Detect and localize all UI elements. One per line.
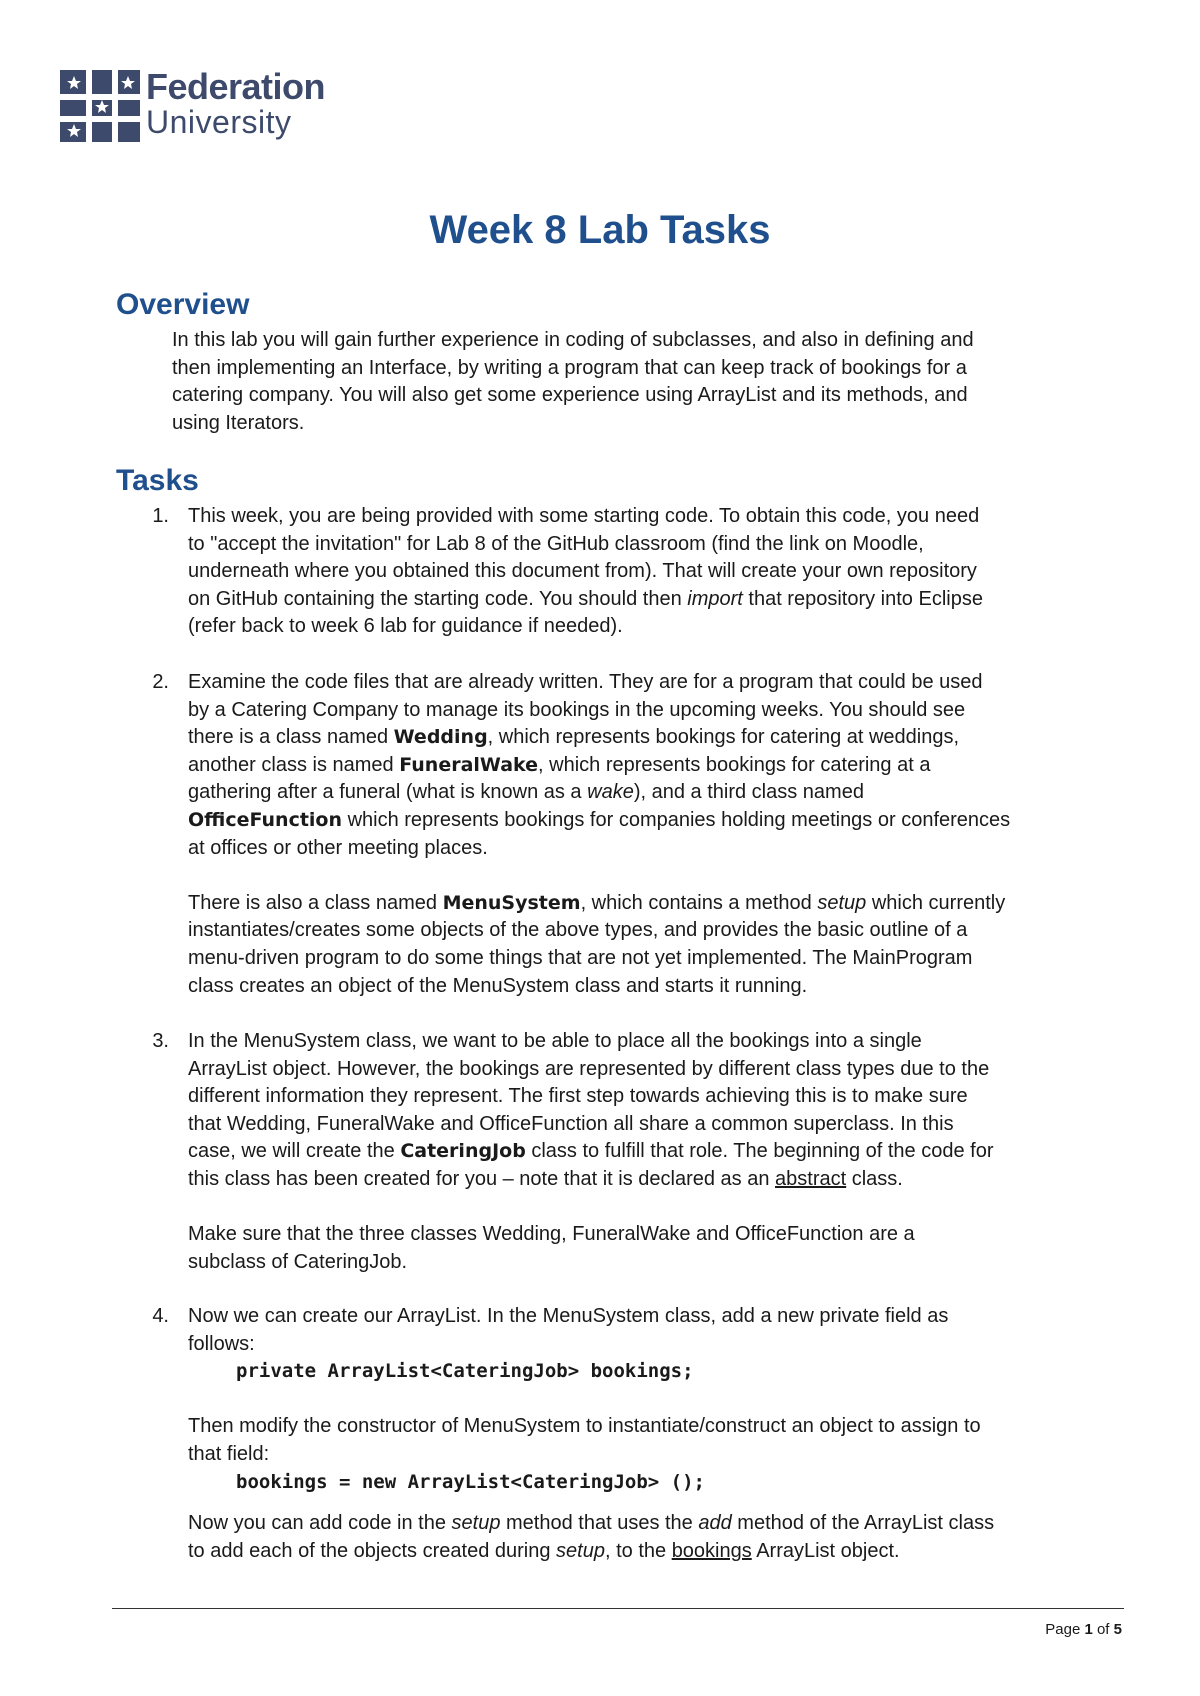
class-name: FuneralWake bbox=[399, 753, 539, 776]
text-line bbox=[188, 807, 1010, 835]
overview-heading: Overview bbox=[116, 288, 250, 321]
task-3-text bbox=[188, 1028, 993, 1276]
text-run: which represents bookings for companies holding meetings or conferences bbox=[342, 808, 1011, 831]
task-number: 4. bbox=[152, 1305, 169, 1327]
page-label: Page bbox=[1045, 1621, 1085, 1638]
text-line: Then modify the constructor of MenuSystem to instantiate/construct an object to assign to bbox=[188, 1415, 981, 1438]
underlined-term: bookings bbox=[671, 1539, 752, 1562]
text-line: different information they represent. The first step towards achieving this is to make sure bbox=[188, 1085, 968, 1108]
text-line bbox=[188, 890, 1010, 918]
page-total: 5 bbox=[1113, 1621, 1122, 1638]
italic-term: import bbox=[687, 587, 743, 610]
text-run: ArrayList object. bbox=[751, 1539, 900, 1562]
text-line: by a Catering Company to manage its bookings in the upcoming weeks. You should see bbox=[188, 698, 966, 721]
text-line: to "accept the invitation" for Lab 8 of the GitHub classroom (find the link on Moodle, bbox=[188, 532, 924, 555]
text-run: , which contains a method bbox=[580, 891, 818, 914]
class-name: Wedding bbox=[393, 726, 488, 749]
text-line bbox=[188, 1138, 993, 1166]
text-run: class to fulfill that role. The beginning of the code for bbox=[525, 1140, 994, 1163]
overview-paragraph bbox=[172, 327, 974, 437]
document-title: Week 8 Lab Tasks bbox=[429, 208, 771, 252]
text-run: Now you can add code in the bbox=[188, 1512, 452, 1535]
class-name: OfficeFunction bbox=[188, 808, 343, 831]
text-line: Now we can create our ArrayList. In the MenuSystem class, add a new private field as bbox=[188, 1305, 949, 1327]
text-line: follows: bbox=[188, 1332, 255, 1355]
text-run: , to the bbox=[604, 1539, 672, 1562]
text-run: case, we will create the bbox=[188, 1140, 401, 1163]
text-line: subclass of CateringJob. bbox=[188, 1250, 408, 1273]
task-number: 1. bbox=[152, 505, 169, 527]
overview-line: In this lab you will gain further experience in coding of subclasses, and also in defining and bbox=[172, 329, 974, 351]
text-line: menu-driven program to do some things that are not yet implemented. The MainProgram bbox=[188, 946, 973, 969]
text-line: class creates an object of the MenuSystem class and starts it running. bbox=[188, 974, 808, 997]
task-1-text bbox=[188, 503, 983, 641]
italic-term: wake bbox=[587, 781, 634, 804]
class-name: CateringJob bbox=[400, 1140, 526, 1163]
text-line: underneath where you obtained this document from). That will create your own repository bbox=[188, 560, 977, 583]
task-4-text bbox=[188, 1303, 994, 1565]
task-2-text bbox=[188, 669, 1010, 1000]
text-line bbox=[188, 752, 1010, 780]
text-line: that Wedding, FuneralWake and OfficeFunction all share a common superclass. In this bbox=[188, 1112, 954, 1135]
text-line bbox=[188, 1166, 993, 1194]
logo-text-federation: Federation bbox=[146, 66, 326, 107]
text-run: on GitHub containing the starting code. You should then bbox=[188, 587, 688, 610]
text-run: to add each of the objects created during bbox=[188, 1539, 557, 1562]
page-number bbox=[1045, 1621, 1122, 1638]
italic-term: setup bbox=[556, 1539, 605, 1562]
text-run: class. bbox=[846, 1167, 903, 1190]
italic-term: setup bbox=[451, 1512, 501, 1535]
text-line: that field: bbox=[188, 1442, 270, 1465]
logo-text-university: University bbox=[146, 104, 292, 140]
text-line: This week, you are being provided with some starting code. To obtain this code, you need bbox=[188, 505, 980, 527]
footer-divider bbox=[112, 1608, 1124, 1609]
task-number: 3. bbox=[152, 1030, 169, 1052]
text-run: method that uses the bbox=[500, 1512, 699, 1535]
text-line: instantiates/creates some objects of the above types, and provides the basic outline of a bbox=[188, 919, 968, 942]
logo-emblem-icon bbox=[60, 70, 140, 142]
tasks-heading: Tasks bbox=[116, 464, 199, 497]
text-run: which currently bbox=[866, 891, 1006, 914]
underlined-term: abstract bbox=[775, 1167, 847, 1190]
text-line bbox=[188, 779, 1010, 807]
overview-line: catering company. You will also get some experience using ArrayList and its methods, and bbox=[172, 384, 968, 407]
overview-line: using Iterators. bbox=[172, 411, 305, 434]
italic-term: add bbox=[698, 1512, 732, 1535]
code-snippet: bookings = new ArrayList<CateringJob> (); bbox=[236, 1470, 705, 1493]
italic-term: setup bbox=[817, 891, 867, 914]
text-run: that repository into Eclipse bbox=[742, 587, 983, 610]
code-snippet: private ArrayList<CateringJob> bookings; bbox=[236, 1360, 694, 1383]
text-line: at offices or other meeting places. bbox=[188, 836, 488, 859]
overview-line: then implementing an Interface, by writing a program that can keep track of bookings for a bbox=[172, 356, 967, 379]
text-line bbox=[188, 586, 983, 614]
text-run: this class has been created for you – note that it is declared as an bbox=[188, 1167, 776, 1190]
text-line: (refer back to week 6 lab for guidance if needed). bbox=[188, 615, 623, 638]
text-line: Make sure that the three classes Wedding, FuneralWake and OfficeFunction are a bbox=[188, 1223, 915, 1246]
text-run: method of the ArrayList class bbox=[731, 1512, 995, 1535]
text-run: There is also a class named bbox=[188, 891, 443, 914]
text-run: ), and a third class named bbox=[633, 781, 864, 804]
page-of-label: of bbox=[1092, 1621, 1114, 1638]
text-line bbox=[188, 1510, 994, 1538]
text-run: there is a class named bbox=[188, 726, 394, 749]
text-line: ArrayList object. However, the bookings are represented by different class types due to the bbox=[188, 1057, 990, 1080]
text-run: , which represents bookings for catering at a bbox=[538, 753, 931, 776]
text-run: gathering after a funeral (what is known as a bbox=[188, 781, 588, 804]
text-line bbox=[188, 724, 1010, 752]
class-name: MenuSystem bbox=[442, 891, 581, 914]
text-run: , which represents bookings for catering at weddings, bbox=[487, 726, 960, 749]
text-run: another class is named bbox=[188, 753, 400, 776]
text-line bbox=[188, 1538, 994, 1566]
text-line: In the MenuSystem class, we want to be able to place all the bookings into a single bbox=[188, 1030, 922, 1052]
page-current: 1 bbox=[1084, 1621, 1093, 1638]
task-number: 2. bbox=[152, 671, 169, 693]
text-line: Examine the code files that are already written. They are for a program that could be used bbox=[188, 671, 983, 693]
university-logo bbox=[60, 66, 350, 150]
